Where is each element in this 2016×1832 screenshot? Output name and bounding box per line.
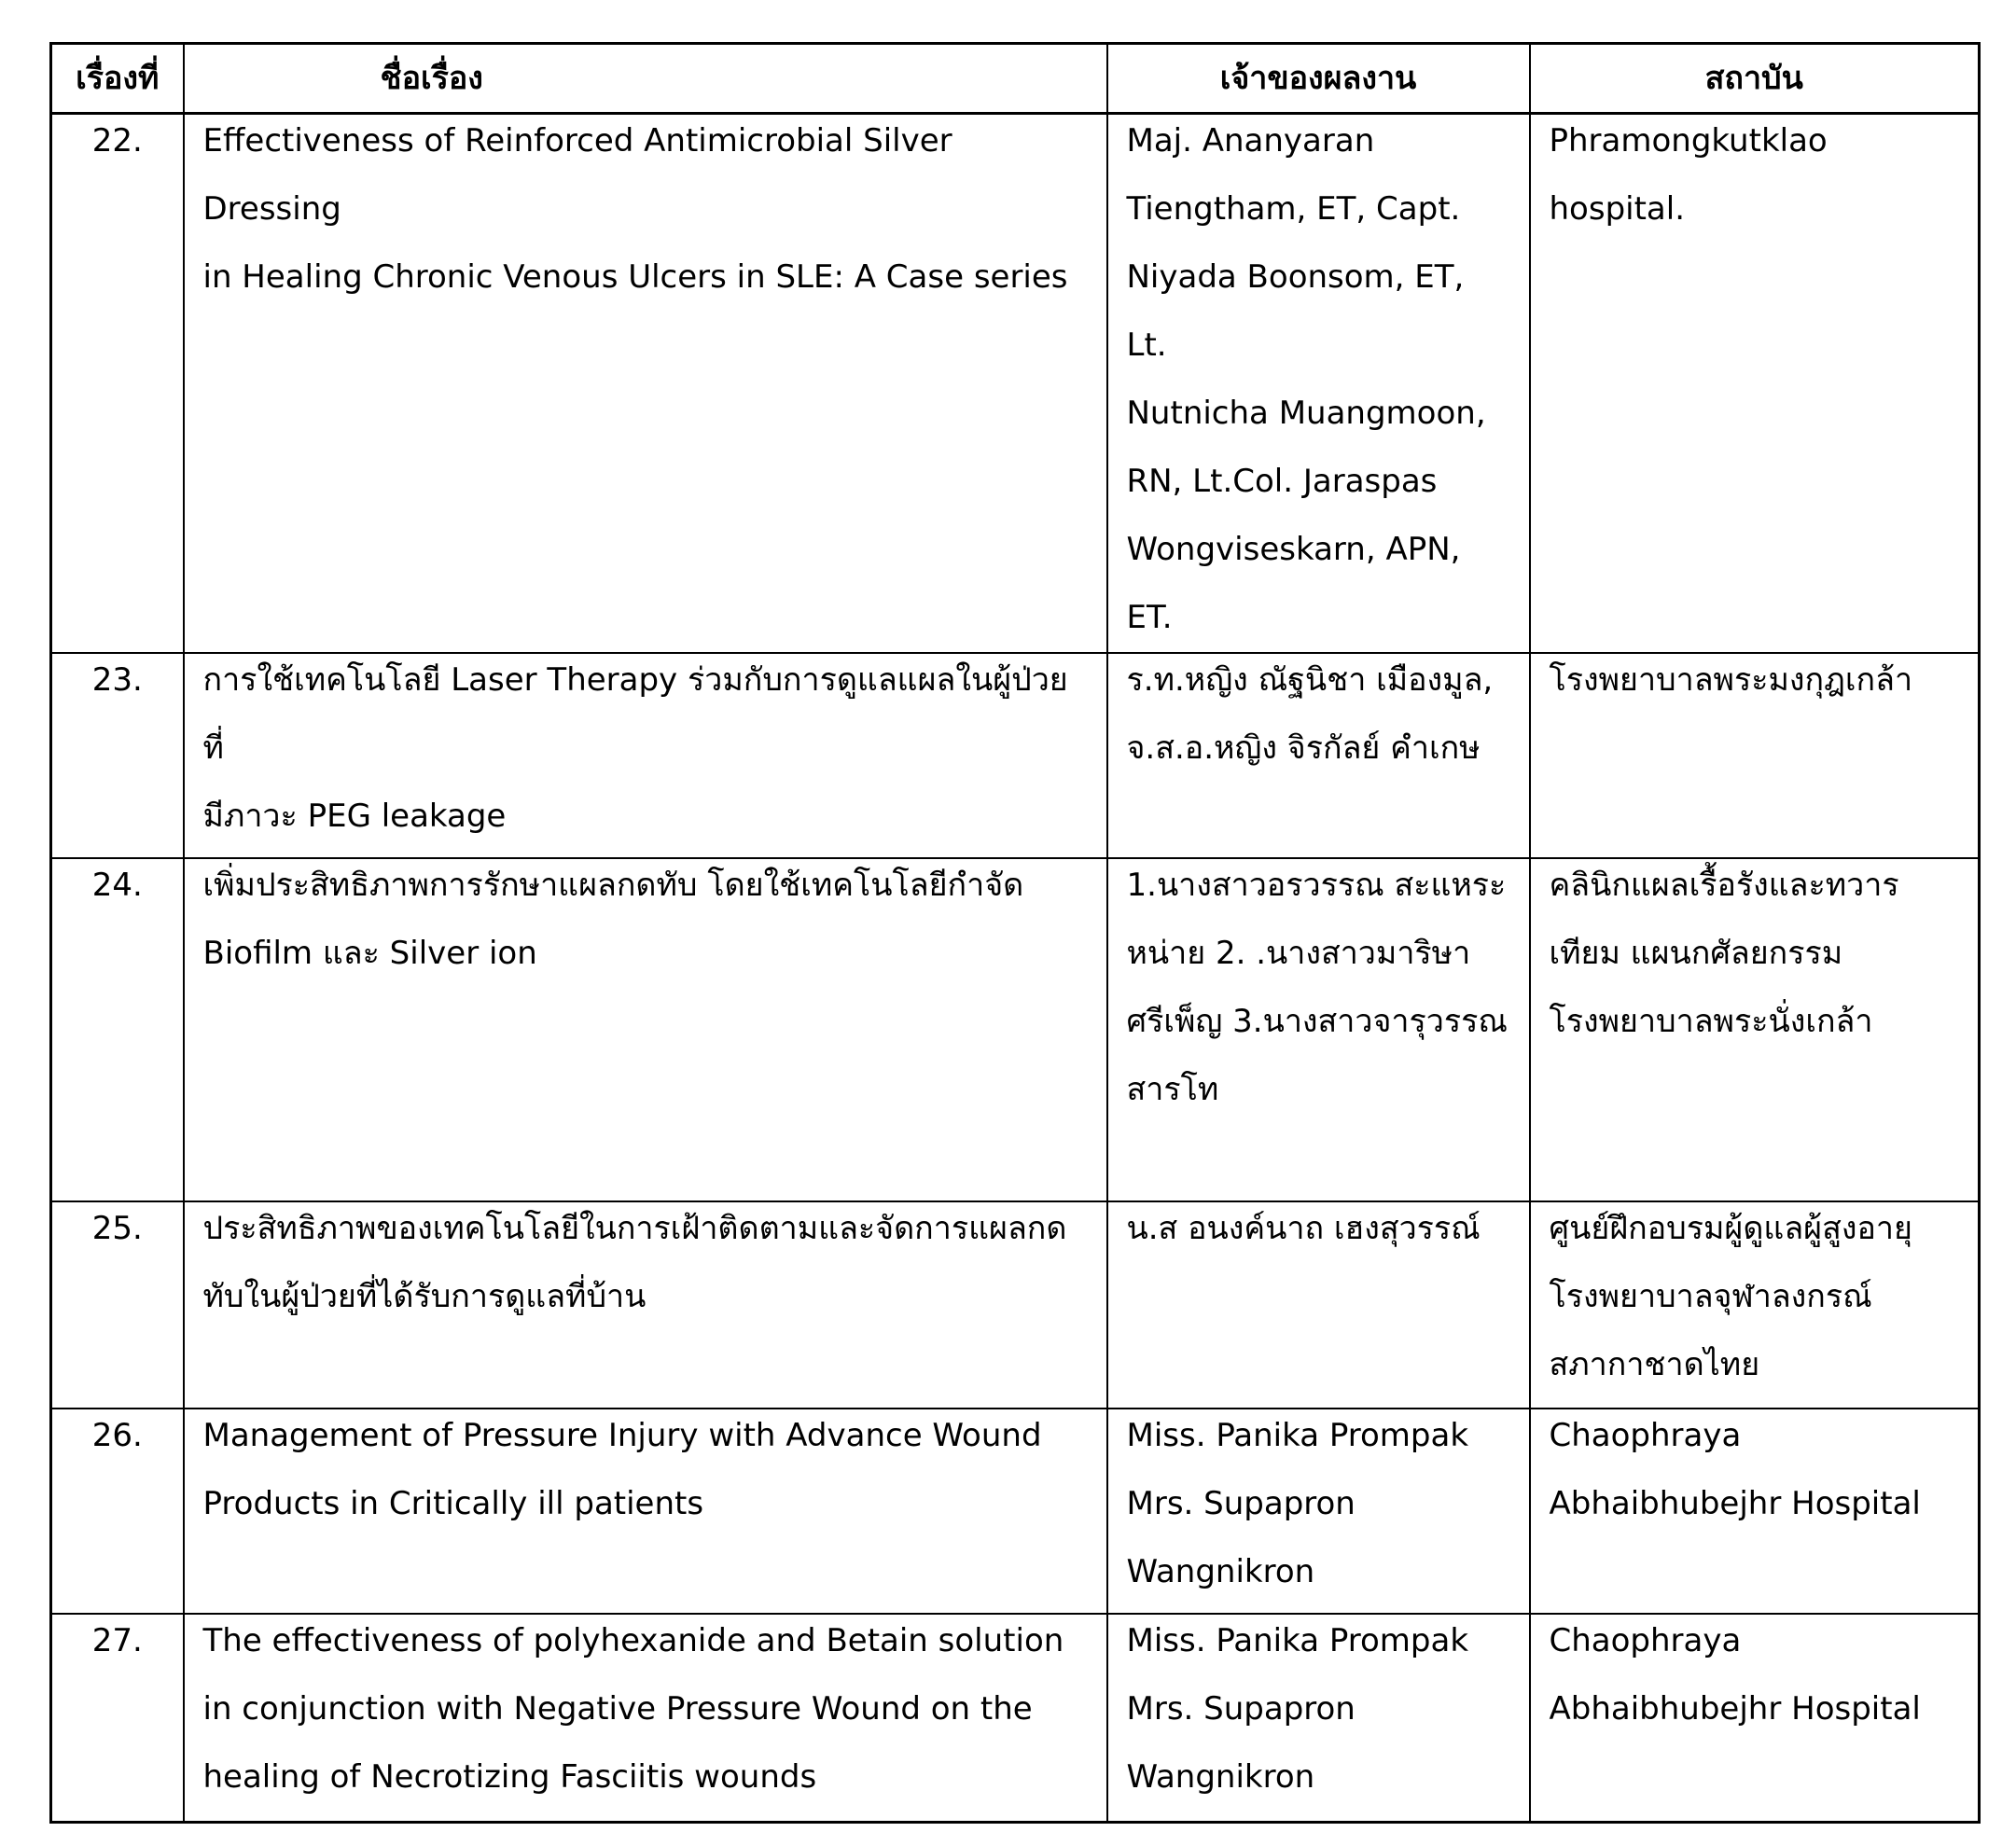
owner-cell [1107,1614,1530,1823]
row-institution: Chaophraya Abhaibhubejhr Hospital [1549,1622,1921,1728]
row-owner: Miss. Panika Prompak Mrs. Supapron Wangnikron [1126,1417,1469,1590]
row-owner: 1.นางสาวอรวรรณ สะแหระ หน่าย 2. .นางสาวมาริษา ศรีเพ็ญ 3.นางสาวจารุวรรณ สารโท [1126,867,1508,1108]
table-body [51,114,1980,1823]
row-title: Management of Pressure Injury with Advance Wound Products in Critically ill patients [202,1417,1042,1522]
table-row [51,653,1980,858]
row-title: ประสิทธิภาพของเทคโนโลยีในการเฝ้าติดตามและจัดการแผลกด ทับในผู้ป่วยที่ได้รับการดูแลที่บ้าน [202,1210,1067,1315]
row-owner: Maj. Ananyaran Tiengtham, ET, Capt. Niyada Boonsom, ET, Lt. Nutnicha Muangmoon, RN, Lt.Col. Jaraspas Wongviseskarn, APN, ET. [1126,122,1486,636]
row-number: 22. [91,122,143,160]
owner-cell [1107,114,1530,654]
table-row [51,114,1980,654]
institution-cell [1530,653,1980,858]
number-cell [51,114,184,654]
owner-cell [1107,1201,1530,1409]
table-header [51,44,1980,114]
institution-cell [1530,858,1980,1201]
table-row [51,1409,1980,1614]
row-title: The effectiveness of polyhexanide and Betain solution in conjunction with Negative Pressure Wound on the healing of Necrotizing Fasciitis wounds [202,1622,1064,1796]
row-institution: โรงพยาบาลพระมงกุฎเกล้า [1549,661,1913,699]
title-cell [184,653,1107,858]
row-title: การใช้เทคโนโลยี Laser Therapy ร่วมกับการดูแลแผลในผู้ป่วยที่ มีภาวะ PEG leakage [202,661,1068,835]
row-institution: ศูนย์ฝึกอบรมผู้ดูแลผู้สูงอายุ โรงพยาบาลจุฬาลงกรณ์ สภากาชาดไทย [1549,1210,1912,1383]
row-institution: Phramongkutklao hospital. [1549,122,1828,228]
row-institution: Chaophraya Abhaibhubejhr Hospital [1549,1417,1921,1522]
research-table [49,42,1981,1824]
owner-cell [1107,1409,1530,1614]
title-cell [184,114,1107,654]
row-owner: น.ส อนงค์นาถ เฮงสุวรรณ์ [1126,1210,1481,1247]
number-cell [51,1201,184,1409]
row-number: 23. [91,661,143,699]
row-institution: คลินิกแผลเรื้อรังและทวาร เทียม แผนกศัลยกรรม โรงพยาบาลพระนั่งเกล้า [1549,867,1899,1040]
row-number: 27. [91,1622,143,1659]
row-number: 24. [91,867,143,904]
header-row [51,44,1980,114]
number-cell [51,1614,184,1823]
number-cell [51,1409,184,1614]
institution-cell [1530,114,1980,654]
title-cell [184,1614,1107,1823]
owner-cell [1107,858,1530,1201]
institution-cell [1530,1409,1980,1614]
header-title: ชื่อเรื่อง [184,44,1107,114]
row-number: 25. [91,1210,143,1247]
row-number: 26. [91,1417,143,1454]
row-title: เพิ่มประสิทธิภาพการรักษาแผลกดทับ โดยใช้เทคโนโลยีกำจัด Biofilm และ Silver ion [202,867,1024,972]
table-row [51,1201,1980,1409]
number-cell [51,858,184,1201]
owner-cell [1107,653,1530,858]
title-cell [184,1409,1107,1614]
row-owner: ร.ท.หญิง ณัฐนิชา เมืองมูล, จ.ส.อ.หญิง จิรกัลย์ คำเกษ [1126,661,1494,767]
header-institution: สถาบัน [1530,44,1980,114]
table-row [51,1614,1980,1823]
institution-cell [1530,1614,1980,1823]
row-owner: Miss. Panika Prompak Mrs. Supapron Wangnikron [1126,1622,1469,1796]
institution-cell [1530,1201,1980,1409]
title-cell [184,1201,1107,1409]
header-number: เรื่องที่ [51,44,184,114]
number-cell [51,653,184,858]
table-row [51,858,1980,1201]
row-title: Effectiveness of Reinforced Antimicrobial Silver Dressing in Healing Chronic Venous Ulcers in SLE: A Case series [202,122,1068,296]
header-owner: เจ้าของผลงาน [1107,44,1530,114]
title-cell [184,858,1107,1201]
